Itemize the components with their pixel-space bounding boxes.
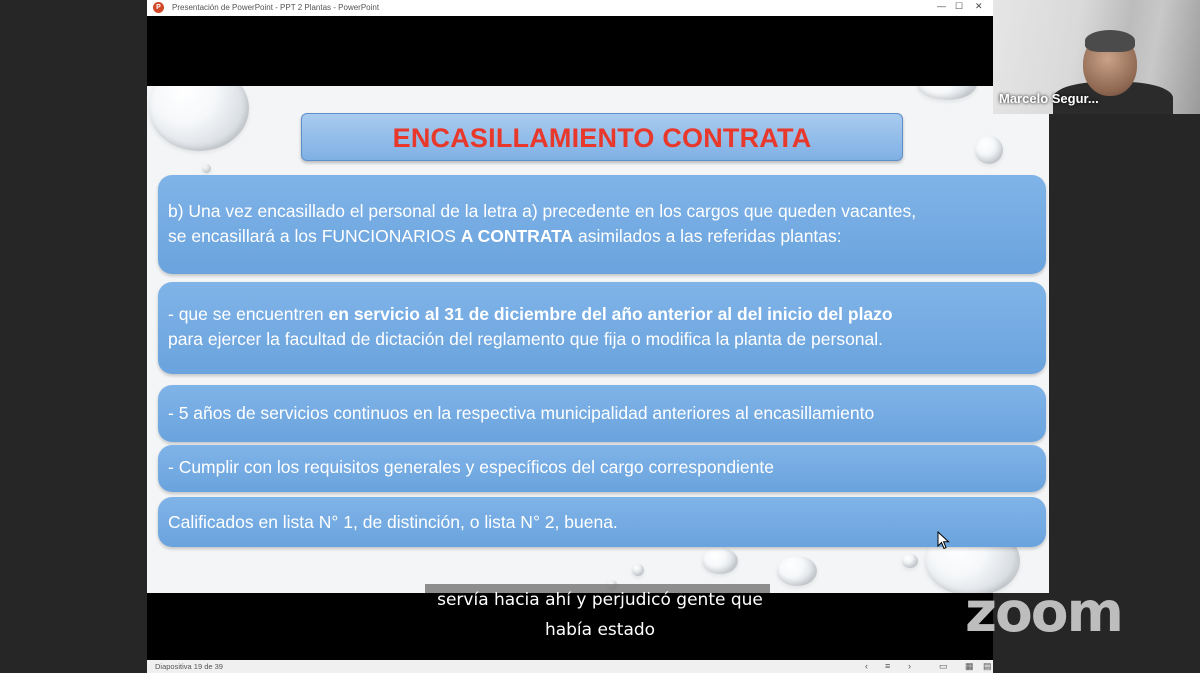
water-drop bbox=[202, 164, 211, 173]
water-drop bbox=[777, 556, 817, 586]
card-line bbox=[168, 304, 893, 325]
card-line: - 5 años de servicios continuos en la respectiva municipalidad anteriores al encasillamiento bbox=[168, 403, 875, 423]
minimize-button[interactable]: — bbox=[937, 1, 946, 11]
participant-name: Marcelo Segur... bbox=[999, 91, 1099, 106]
water-drop bbox=[902, 554, 918, 568]
caption-line-1: servía hacia ahí y perjudicó gente que bbox=[437, 590, 763, 610]
card-text: - que se encuentren bbox=[168, 304, 329, 324]
content-card bbox=[158, 385, 1046, 442]
card-line: para ejercer la facultad de dictación del reglamento que fija o modifica la planta de personal. bbox=[168, 329, 884, 349]
window-title: Presentación de PowerPoint - PPT 2 Plantas - PowerPoint bbox=[172, 3, 380, 12]
participant-video-tile[interactable] bbox=[993, 0, 1200, 114]
zoom-logo: zoom bbox=[965, 580, 1122, 644]
card-text: se encasillará a los FUNCIONARIOS bbox=[168, 226, 461, 246]
participant-hair bbox=[1085, 30, 1135, 52]
content-card bbox=[158, 175, 1046, 274]
card-line: Calificados en lista N° 1, de distinción, o lista N° 2, buena. bbox=[168, 512, 618, 532]
mouse-cursor-icon bbox=[937, 531, 951, 551]
maximize-button[interactable]: ☐ bbox=[955, 1, 964, 11]
window-titlebar bbox=[147, 0, 993, 16]
water-drop bbox=[975, 136, 1003, 164]
reading-view-icon[interactable]: ▤ bbox=[983, 661, 992, 671]
slide-title: ENCASILLAMIENTO CONTRATA bbox=[392, 123, 812, 153]
powerpoint-window bbox=[147, 0, 993, 673]
content-card bbox=[158, 282, 1046, 374]
caption-line-2: había estado bbox=[544, 620, 656, 640]
slide-counter: Diapositiva 19 de 39 bbox=[155, 662, 223, 671]
close-button[interactable]: ✕ bbox=[975, 1, 983, 11]
water-drop bbox=[632, 564, 644, 576]
chevron-right-icon[interactable]: › bbox=[908, 661, 911, 671]
slide-canvas bbox=[147, 86, 1049, 593]
slide-sorter-icon[interactable]: ▦ bbox=[965, 661, 974, 671]
card-text-bold: A CONTRATA bbox=[460, 226, 574, 246]
water-drop bbox=[702, 548, 738, 574]
content-card bbox=[158, 497, 1046, 547]
water-drop bbox=[917, 86, 977, 100]
normal-view-icon[interactable]: ▭ bbox=[939, 661, 948, 671]
powerpoint-app-icon: P bbox=[153, 2, 164, 13]
slide-title-box bbox=[301, 113, 903, 161]
water-drop bbox=[149, 86, 249, 151]
notes-icon[interactable]: ≡ bbox=[885, 661, 891, 671]
card-line bbox=[168, 226, 842, 247]
card-text: asimilados a las referidas plantas: bbox=[573, 226, 842, 246]
card-text-bold: en servicio al 31 de diciembre del año anterior al del inicio del plazo bbox=[328, 304, 893, 324]
chevron-left-icon[interactable]: ‹ bbox=[865, 661, 868, 671]
content-card bbox=[158, 445, 1046, 492]
card-line: b) Una vez encasillado el personal de la letra a) precedente en los cargos que queden vacantes, bbox=[168, 201, 917, 221]
status-bar bbox=[147, 660, 993, 673]
card-line: - Cumplir con los requisitos generales y específicos del cargo correspondiente bbox=[168, 457, 774, 477]
